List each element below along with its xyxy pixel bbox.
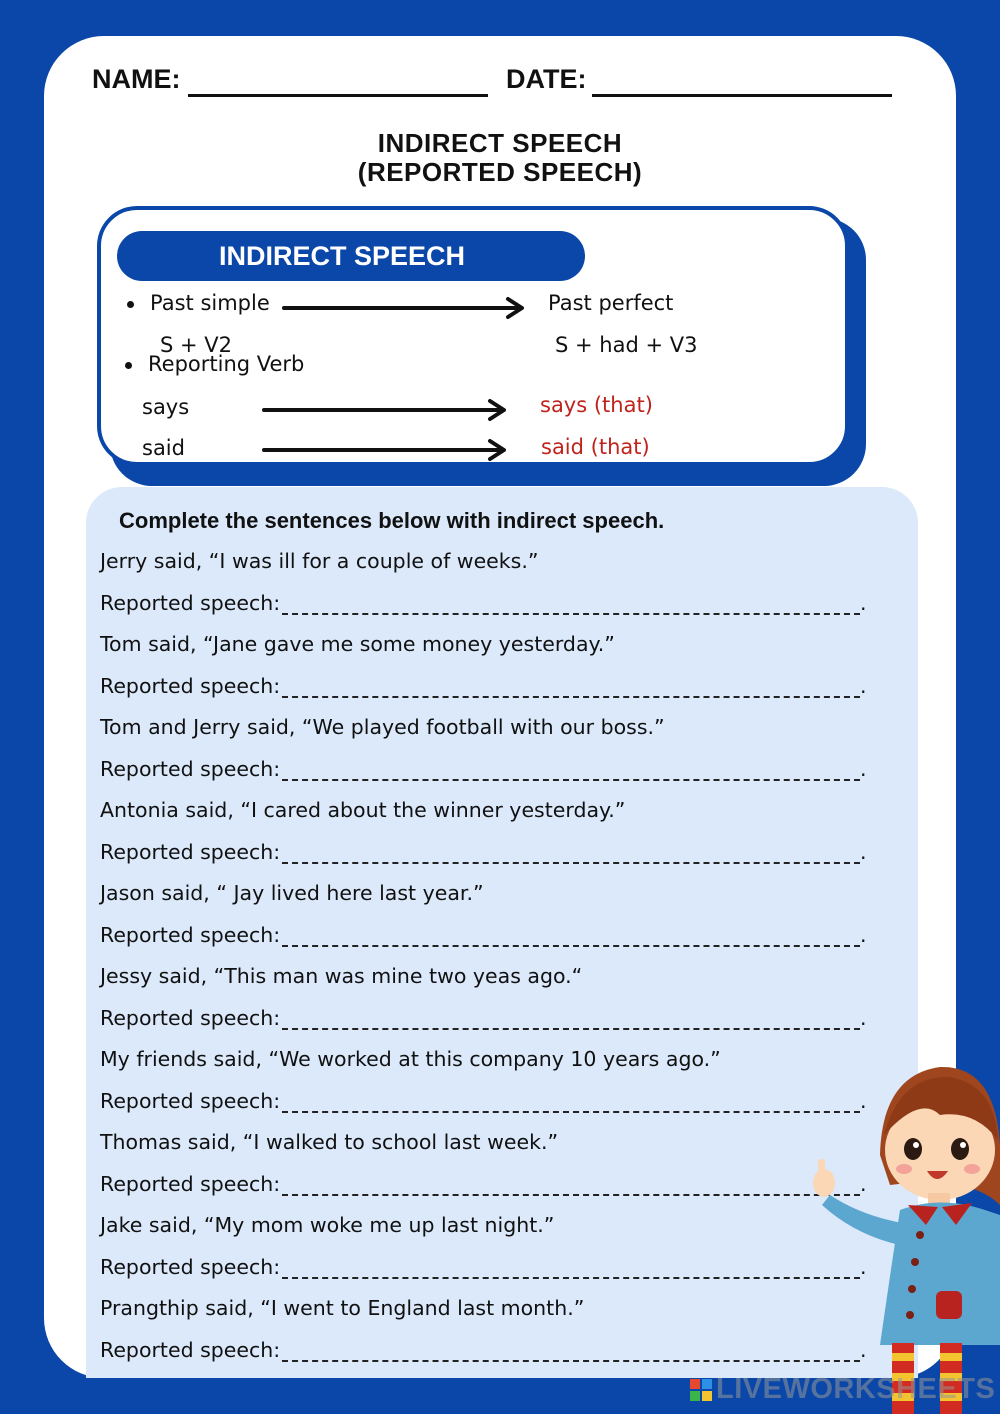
bullet-icon [127,301,134,308]
answer-label: Reported speech: [100,1255,281,1279]
answer-end: . [860,757,867,781]
watermark-text: LIVEWORKSHEETS [716,1373,996,1405]
answer-row [100,674,870,704]
answer-input[interactable] [282,1028,860,1030]
answer-end: . [860,1338,867,1362]
answer-label: Reported speech: [100,923,281,947]
exercise-sentence: My friends said, “We worked at this company 10 years ago.” [100,1047,721,1071]
bullet-icon [125,362,132,369]
answer-row [100,591,870,621]
exercise-sentence: Jason said, “ Jay lived here last year.” [100,881,484,905]
answer-row [100,1172,870,1202]
answer-label: Reported speech: [100,1172,281,1196]
answer-row [100,1006,870,1036]
exercise-sentence: Tom and Jerry said, “We played football with our boss.” [100,715,665,739]
answer-input[interactable] [282,1111,860,1113]
arrow-icon [262,438,512,462]
tense-from: Past simple [150,291,270,315]
answer-input[interactable] [282,862,860,864]
answer-row [100,1338,870,1368]
formula-to: S + had + V3 [555,333,698,357]
answer-input[interactable] [282,1360,860,1362]
date-label: DATE: [506,64,587,94]
verb-from-said: said [142,436,185,460]
exercise-sentence: Jerry said, “I was ill for a couple of weeks.” [100,549,539,573]
answer-row [100,840,870,870]
answer-row [100,923,870,953]
formula-from: S + V2 [160,333,233,357]
answer-label: Reported speech: [100,757,281,781]
verb-to-said-that: said (that) [541,435,650,459]
answer-label: Reported speech: [100,1006,281,1030]
arrow-icon [282,296,530,320]
verb-from-says: says [142,395,190,419]
answer-label: Reported speech: [100,591,281,615]
answer-end: . [860,1089,867,1113]
answer-input[interactable] [282,945,860,947]
name-label: NAME: [92,64,181,94]
answer-label: Reported speech: [100,1089,281,1113]
rule-heading: INDIRECT SPEECH [117,231,585,281]
answer-end: . [860,674,867,698]
answer-end: . [860,840,867,864]
exercise-sentence: Jessy said, “This man was mine two yeas ago.“ [100,964,583,988]
tense-to: Past perfect [548,291,674,315]
answer-input[interactable] [282,696,860,698]
exercise-instruction: Complete the sentences below with indirect speech. [119,508,665,533]
verb-to-says-that: says (that) [540,393,653,417]
reporting-verb-label: Reporting Verb [148,352,305,376]
answer-input[interactable] [282,1194,860,1196]
answer-input[interactable] [282,779,860,781]
answer-row [100,1255,870,1285]
exercise-sentence: Thomas said, “I walked to school last week.” [100,1130,559,1154]
answer-label: Reported speech: [100,1338,281,1362]
page-title: INDIRECT SPEECH [377,128,623,158]
date-field[interactable] [592,94,892,97]
answer-end: . [860,923,867,947]
page-subtitle: (REPORTED SPEECH) [357,157,643,187]
answer-label: Reported speech: [100,674,281,698]
girl-illustration [800,1055,1000,1414]
answer-label: Reported speech: [100,840,281,864]
answer-row [100,1089,870,1119]
answer-end: . [860,1255,867,1279]
exercise-sentence: Prangthip said, “I went to England last month.” [100,1296,585,1320]
name-date-row [92,62,892,102]
answer-input[interactable] [282,613,860,615]
answer-input[interactable] [282,1277,860,1279]
exercise-sentence: Tom said, “Jane gave me some money yesterday.” [100,632,615,656]
answer-end: . [860,591,867,615]
answer-end: . [860,1172,867,1196]
exercise-sentence: Jake said, “My mom woke me up last night.” [100,1213,555,1237]
liveworksheets-watermark [690,1373,996,1407]
answer-end: . [860,1006,867,1030]
name-field[interactable] [188,94,488,97]
answer-row [100,757,870,787]
exercise-sentence: Antonia said, “I cared about the winner yesterday.” [100,798,626,822]
arrow-icon [262,398,512,422]
liveworksheets-logo-icon [690,1379,712,1401]
